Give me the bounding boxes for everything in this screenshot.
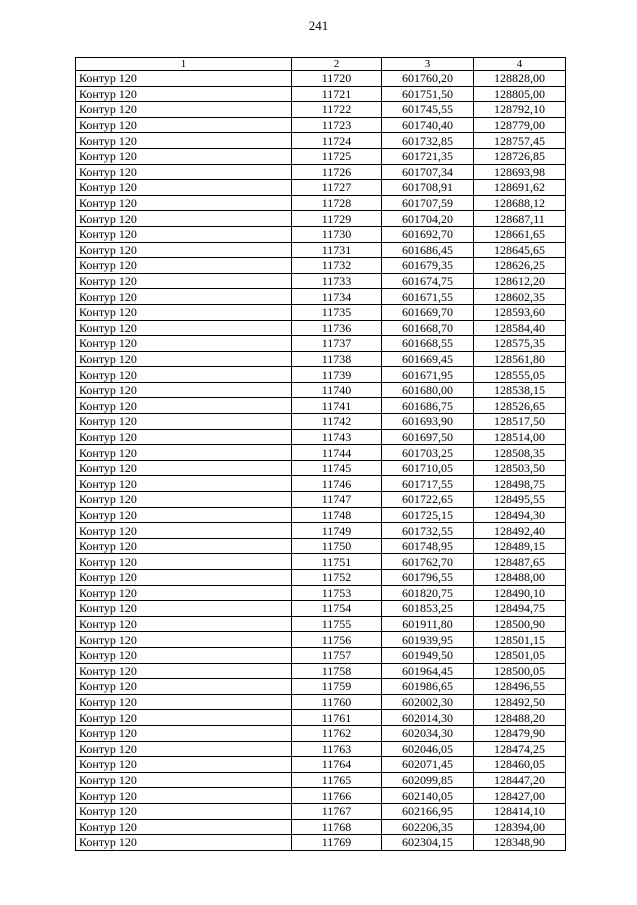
x-coordinate-cell: 601986,65: [382, 679, 474, 695]
point-number-cell: 11767: [292, 803, 382, 819]
contour-name-cell: Контур 120: [76, 647, 292, 663]
table-row: [76, 663, 566, 679]
y-coordinate-cell: 128584,40: [474, 320, 566, 336]
contour-name-cell: Контур 120: [76, 772, 292, 788]
y-coordinate-cell: 128487,65: [474, 554, 566, 570]
point-number-cell: 11736: [292, 320, 382, 336]
x-coordinate-cell: 601704,20: [382, 211, 474, 227]
table-row: [76, 195, 566, 211]
contour-name-cell: Контур 120: [76, 320, 292, 336]
contour-name-cell: Контур 120: [76, 476, 292, 492]
point-number-cell: 11728: [292, 195, 382, 211]
coordinates-table: [75, 57, 566, 851]
x-coordinate-cell: 601911,80: [382, 616, 474, 632]
table-row: [76, 492, 566, 508]
point-number-cell: 11727: [292, 180, 382, 196]
table-row: [76, 429, 566, 445]
table-row: [76, 647, 566, 663]
contour-name-cell: Контур 120: [76, 195, 292, 211]
y-coordinate-cell: 128779,00: [474, 117, 566, 133]
y-coordinate-cell: 128538,15: [474, 382, 566, 398]
contour-name-cell: Контур 120: [76, 663, 292, 679]
x-coordinate-cell: 601671,55: [382, 289, 474, 305]
point-number-cell: 11748: [292, 507, 382, 523]
y-coordinate-cell: 128348,90: [474, 835, 566, 851]
table-row: [76, 148, 566, 164]
contour-name-cell: Контур 120: [76, 133, 292, 149]
x-coordinate-cell: 601686,75: [382, 398, 474, 414]
y-coordinate-cell: 128501,05: [474, 647, 566, 663]
table-row: [76, 102, 566, 118]
x-coordinate-cell: 601679,35: [382, 258, 474, 274]
y-coordinate-cell: 128414,10: [474, 803, 566, 819]
point-number-cell: 11730: [292, 226, 382, 242]
y-coordinate-cell: 128661,65: [474, 226, 566, 242]
table-row: [76, 570, 566, 586]
point-number-cell: 11733: [292, 273, 382, 289]
point-number-cell: 11760: [292, 694, 382, 710]
point-number-cell: 11726: [292, 164, 382, 180]
contour-name-cell: Контур 120: [76, 585, 292, 601]
x-coordinate-cell: 601669,45: [382, 351, 474, 367]
contour-name-cell: Контур 120: [76, 211, 292, 227]
contour-name-cell: Контур 120: [76, 351, 292, 367]
point-number-cell: 11762: [292, 725, 382, 741]
contour-name-cell: Контур 120: [76, 102, 292, 118]
point-number-cell: 11722: [292, 102, 382, 118]
table-row: [76, 414, 566, 430]
y-coordinate-cell: 128792,10: [474, 102, 566, 118]
x-coordinate-cell: 601722,65: [382, 492, 474, 508]
point-number-cell: 11758: [292, 663, 382, 679]
point-number-cell: 11739: [292, 367, 382, 383]
column-header: 1: [76, 58, 292, 71]
point-number-cell: 11768: [292, 819, 382, 835]
contour-name-cell: Контур 120: [76, 835, 292, 851]
x-coordinate-cell: 602166,95: [382, 803, 474, 819]
point-number-cell: 11745: [292, 460, 382, 476]
y-coordinate-cell: 128490,10: [474, 585, 566, 601]
point-number-cell: 11765: [292, 772, 382, 788]
table-row: [76, 382, 566, 398]
point-number-cell: 11734: [292, 289, 382, 305]
y-coordinate-cell: 128503,50: [474, 460, 566, 476]
y-coordinate-cell: 128508,35: [474, 445, 566, 461]
point-number-cell: 11752: [292, 570, 382, 586]
y-coordinate-cell: 128394,00: [474, 819, 566, 835]
contour-name-cell: Контур 120: [76, 492, 292, 508]
contour-name-cell: Контур 120: [76, 180, 292, 196]
table-row: [76, 788, 566, 804]
contour-name-cell: Контур 120: [76, 710, 292, 726]
table-row: [76, 725, 566, 741]
table-row: [76, 819, 566, 835]
table-row: [76, 835, 566, 851]
point-number-cell: 11732: [292, 258, 382, 274]
y-coordinate-cell: 128501,15: [474, 632, 566, 648]
y-coordinate-cell: 128494,75: [474, 601, 566, 617]
table-header-row: [76, 58, 566, 71]
table-row: [76, 398, 566, 414]
table-row: [76, 585, 566, 601]
contour-name-cell: Контур 120: [76, 398, 292, 414]
x-coordinate-cell: 601762,70: [382, 554, 474, 570]
y-coordinate-cell: 128575,35: [474, 336, 566, 352]
x-coordinate-cell: 601669,70: [382, 304, 474, 320]
point-number-cell: 11751: [292, 554, 382, 570]
x-coordinate-cell: 601707,59: [382, 195, 474, 211]
table-row: [76, 538, 566, 554]
table-row: [76, 507, 566, 523]
point-number-cell: 11755: [292, 616, 382, 632]
point-number-cell: 11766: [292, 788, 382, 804]
y-coordinate-cell: 128828,00: [474, 71, 566, 87]
table-row: [76, 772, 566, 788]
x-coordinate-cell: 602140,05: [382, 788, 474, 804]
y-coordinate-cell: 128645,65: [474, 242, 566, 258]
point-number-cell: 11723: [292, 117, 382, 133]
y-coordinate-cell: 128805,00: [474, 86, 566, 102]
table-row: [76, 741, 566, 757]
table-row: [76, 226, 566, 242]
point-number-cell: 11761: [292, 710, 382, 726]
y-coordinate-cell: 128495,55: [474, 492, 566, 508]
table-row: [76, 180, 566, 196]
table-row: [76, 273, 566, 289]
y-coordinate-cell: 128561,80: [474, 351, 566, 367]
y-coordinate-cell: 128526,65: [474, 398, 566, 414]
y-coordinate-cell: 128514,00: [474, 429, 566, 445]
y-coordinate-cell: 128492,40: [474, 523, 566, 539]
contour-name-cell: Контур 120: [76, 741, 292, 757]
contour-name-cell: Контур 120: [76, 445, 292, 461]
table-row: [76, 117, 566, 133]
x-coordinate-cell: 601674,75: [382, 273, 474, 289]
table-row: [76, 289, 566, 305]
contour-name-cell: Контур 120: [76, 367, 292, 383]
table-row: [76, 71, 566, 87]
contour-name-cell: Контур 120: [76, 148, 292, 164]
y-coordinate-cell: 128612,20: [474, 273, 566, 289]
y-coordinate-cell: 128474,25: [474, 741, 566, 757]
x-coordinate-cell: 601671,95: [382, 367, 474, 383]
page-number: 241: [308, 18, 329, 33]
contour-name-cell: Контур 120: [76, 601, 292, 617]
table-row: [76, 632, 566, 648]
y-coordinate-cell: 128496,55: [474, 679, 566, 695]
y-coordinate-cell: 128693,98: [474, 164, 566, 180]
contour-name-cell: Контур 120: [76, 507, 292, 523]
contour-name-cell: Контур 120: [76, 304, 292, 320]
table-row: [76, 757, 566, 773]
table-row: [76, 694, 566, 710]
x-coordinate-cell: 601710,05: [382, 460, 474, 476]
contour-name-cell: Контур 120: [76, 803, 292, 819]
contour-name-cell: Контур 120: [76, 382, 292, 398]
x-coordinate-cell: 601680,00: [382, 382, 474, 398]
x-coordinate-cell: 602034,30: [382, 725, 474, 741]
point-number-cell: 11738: [292, 351, 382, 367]
contour-name-cell: Контур 120: [76, 538, 292, 554]
contour-name-cell: Контур 120: [76, 289, 292, 305]
y-coordinate-cell: 128500,05: [474, 663, 566, 679]
x-coordinate-cell: 602206,35: [382, 819, 474, 835]
y-coordinate-cell: 128517,50: [474, 414, 566, 430]
x-coordinate-cell: 601949,50: [382, 647, 474, 663]
point-number-cell: 11769: [292, 835, 382, 851]
y-coordinate-cell: 128498,75: [474, 476, 566, 492]
x-coordinate-cell: 601748,95: [382, 538, 474, 554]
point-number-cell: 11721: [292, 86, 382, 102]
contour-name-cell: Контур 120: [76, 460, 292, 476]
table-row: [76, 601, 566, 617]
x-coordinate-cell: 601939,95: [382, 632, 474, 648]
point-number-cell: 11720: [292, 71, 382, 87]
point-number-cell: 11750: [292, 538, 382, 554]
point-number-cell: 11740: [292, 382, 382, 398]
point-number-cell: 11749: [292, 523, 382, 539]
point-number-cell: 11746: [292, 476, 382, 492]
contour-name-cell: Контур 120: [76, 258, 292, 274]
table-row: [76, 211, 566, 227]
contour-name-cell: Контур 120: [76, 632, 292, 648]
contour-name-cell: Контур 120: [76, 570, 292, 586]
contour-name-cell: Контур 120: [76, 242, 292, 258]
point-number-cell: 11729: [292, 211, 382, 227]
table-row: [76, 803, 566, 819]
table-row: [76, 710, 566, 726]
point-number-cell: 11737: [292, 336, 382, 352]
point-number-cell: 11754: [292, 601, 382, 617]
x-coordinate-cell: 602014,30: [382, 710, 474, 726]
contour-name-cell: Контур 120: [76, 757, 292, 773]
table-row: [76, 133, 566, 149]
y-coordinate-cell: 128687,11: [474, 211, 566, 227]
x-coordinate-cell: 601820,75: [382, 585, 474, 601]
point-number-cell: 11747: [292, 492, 382, 508]
x-coordinate-cell: 602046,05: [382, 741, 474, 757]
y-coordinate-cell: 128479,90: [474, 725, 566, 741]
x-coordinate-cell: 601717,55: [382, 476, 474, 492]
contour-name-cell: Контур 120: [76, 679, 292, 695]
table-row: [76, 460, 566, 476]
contour-name-cell: Контур 120: [76, 414, 292, 430]
x-coordinate-cell: 601697,50: [382, 429, 474, 445]
x-coordinate-cell: 602071,45: [382, 757, 474, 773]
x-coordinate-cell: 602002,30: [382, 694, 474, 710]
point-number-cell: 11764: [292, 757, 382, 773]
table-row: [76, 445, 566, 461]
x-coordinate-cell: 601703,25: [382, 445, 474, 461]
x-coordinate-cell: 601760,20: [382, 71, 474, 87]
column-header: 2: [292, 58, 382, 71]
point-number-cell: 11763: [292, 741, 382, 757]
point-number-cell: 11743: [292, 429, 382, 445]
y-coordinate-cell: 128757,45: [474, 133, 566, 149]
x-coordinate-cell: 601725,15: [382, 507, 474, 523]
table-row: [76, 164, 566, 180]
x-coordinate-cell: 601751,50: [382, 86, 474, 102]
x-coordinate-cell: 601732,55: [382, 523, 474, 539]
table-row: [76, 367, 566, 383]
y-coordinate-cell: 128555,05: [474, 367, 566, 383]
y-coordinate-cell: 128500,90: [474, 616, 566, 632]
point-number-cell: 11741: [292, 398, 382, 414]
table-row: [76, 258, 566, 274]
y-coordinate-cell: 128626,25: [474, 258, 566, 274]
contour-name-cell: Контур 120: [76, 71, 292, 87]
y-coordinate-cell: 128688,12: [474, 195, 566, 211]
x-coordinate-cell: 602304,15: [382, 835, 474, 851]
point-number-cell: 11756: [292, 632, 382, 648]
y-coordinate-cell: 128488,20: [474, 710, 566, 726]
point-number-cell: 11724: [292, 133, 382, 149]
column-header: 4: [474, 58, 566, 71]
x-coordinate-cell: 601692,70: [382, 226, 474, 242]
x-coordinate-cell: 601853,25: [382, 601, 474, 617]
x-coordinate-cell: 601732,85: [382, 133, 474, 149]
contour-name-cell: Контур 120: [76, 226, 292, 242]
x-coordinate-cell: 601693,90: [382, 414, 474, 430]
x-coordinate-cell: 601686,45: [382, 242, 474, 258]
point-number-cell: 11744: [292, 445, 382, 461]
contour-name-cell: Контур 120: [76, 725, 292, 741]
contour-name-cell: Контур 120: [76, 164, 292, 180]
x-coordinate-cell: 601668,55: [382, 336, 474, 352]
column-header: 3: [382, 58, 474, 71]
x-coordinate-cell: 601721,35: [382, 148, 474, 164]
y-coordinate-cell: 128427,00: [474, 788, 566, 804]
table-row: [76, 242, 566, 258]
x-coordinate-cell: 601708,91: [382, 180, 474, 196]
table-row: [76, 523, 566, 539]
table-row: [76, 679, 566, 695]
contour-name-cell: Контур 120: [76, 117, 292, 133]
y-coordinate-cell: 128494,30: [474, 507, 566, 523]
contour-name-cell: Контур 120: [76, 523, 292, 539]
contour-name-cell: Контур 120: [76, 273, 292, 289]
contour-name-cell: Контур 120: [76, 819, 292, 835]
table-row: [76, 554, 566, 570]
point-number-cell: 11731: [292, 242, 382, 258]
y-coordinate-cell: 128602,35: [474, 289, 566, 305]
y-coordinate-cell: 128447,20: [474, 772, 566, 788]
y-coordinate-cell: 128460,05: [474, 757, 566, 773]
y-coordinate-cell: 128489,15: [474, 538, 566, 554]
table-row: [76, 304, 566, 320]
contour-name-cell: Контур 120: [76, 788, 292, 804]
table-row: [76, 351, 566, 367]
x-coordinate-cell: 601964,45: [382, 663, 474, 679]
y-coordinate-cell: 128488,00: [474, 570, 566, 586]
x-coordinate-cell: 601707,34: [382, 164, 474, 180]
table-row: [76, 476, 566, 492]
x-coordinate-cell: 601745,55: [382, 102, 474, 118]
point-number-cell: 11735: [292, 304, 382, 320]
point-number-cell: 11757: [292, 647, 382, 663]
x-coordinate-cell: 602099,85: [382, 772, 474, 788]
table-row: [76, 616, 566, 632]
x-coordinate-cell: 601796,55: [382, 570, 474, 586]
point-number-cell: 11725: [292, 148, 382, 164]
contour-name-cell: Контур 120: [76, 429, 292, 445]
contour-name-cell: Контур 120: [76, 86, 292, 102]
y-coordinate-cell: 128691,62: [474, 180, 566, 196]
y-coordinate-cell: 128492,50: [474, 694, 566, 710]
table-row: [76, 336, 566, 352]
contour-name-cell: Контур 120: [76, 554, 292, 570]
y-coordinate-cell: 128726,85: [474, 148, 566, 164]
table-row: [76, 86, 566, 102]
contour-name-cell: Контур 120: [76, 616, 292, 632]
table-body: [76, 71, 566, 851]
contour-name-cell: Контур 120: [76, 694, 292, 710]
contour-name-cell: Контур 120: [76, 336, 292, 352]
point-number-cell: 11753: [292, 585, 382, 601]
point-number-cell: 11759: [292, 679, 382, 695]
point-number-cell: 11742: [292, 414, 382, 430]
table-row: [76, 320, 566, 336]
x-coordinate-cell: 601740,40: [382, 117, 474, 133]
x-coordinate-cell: 601668,70: [382, 320, 474, 336]
y-coordinate-cell: 128593,60: [474, 304, 566, 320]
